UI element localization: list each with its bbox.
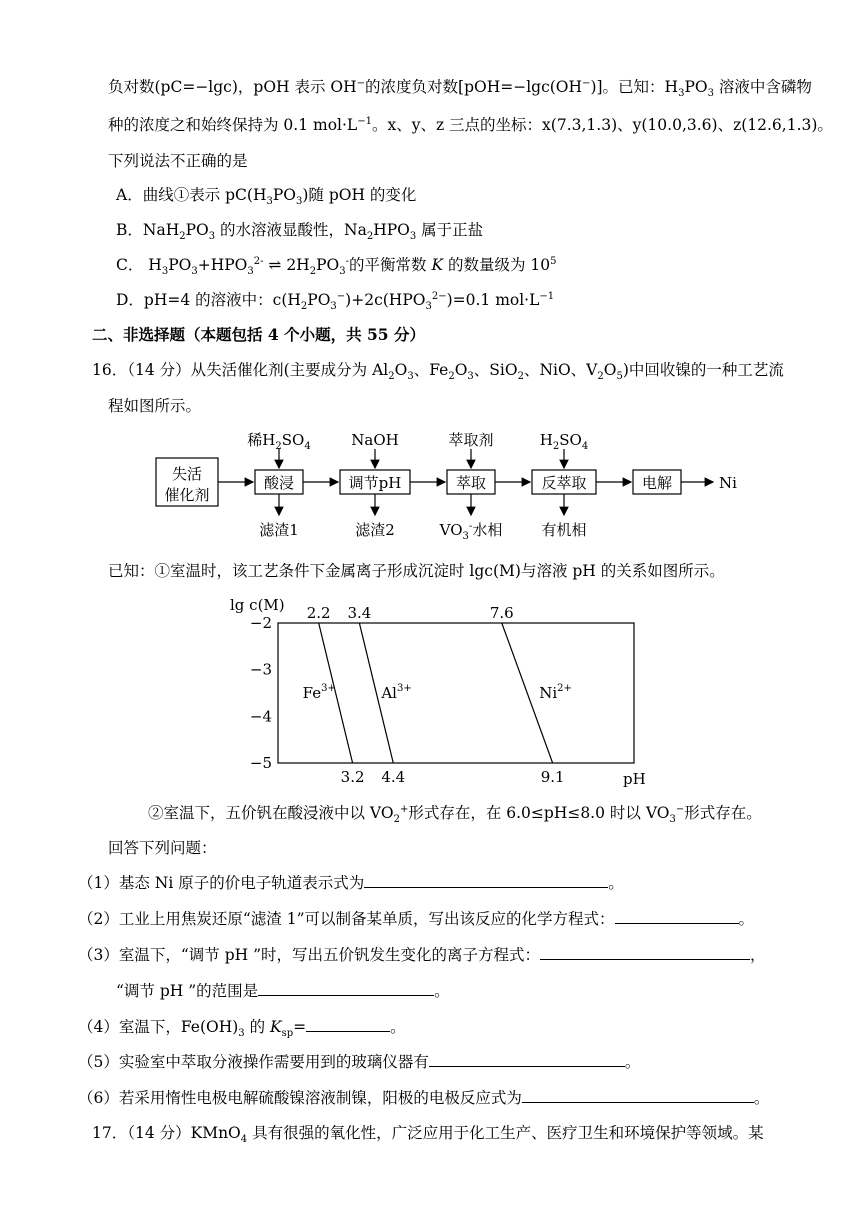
sub-question-5: （5）实验室中萃取分液操作需要用到的玻璃仪器有 。	[78, 1053, 641, 1071]
chart-xlabel: pH	[623, 770, 646, 788]
start-label-2: 催化剂	[164, 486, 210, 504]
q15-line3: 下列说法不正确的是	[108, 152, 248, 170]
q15-option-a: A．曲线①表示 $pC(H_3PO_3)$随 pOH 的变化	[116, 186, 417, 208]
product-ni: Ni	[719, 474, 737, 492]
output-residue-1: 滤渣1	[259, 521, 299, 539]
y-tick-label: −2	[249, 614, 272, 632]
answer-blank[interactable]	[306, 1017, 390, 1032]
y-tick-label: −5	[249, 754, 272, 772]
input-dilute-h2so4: 稀$H_2SO_4$	[247, 431, 311, 452]
input-extractant: 萃取剂	[448, 431, 494, 449]
input-naoh: NaOH	[351, 431, 399, 449]
q15-option-c: C． $H_3PO_3+HPO_3^{2-}$ ⇌ $2H_2PO_3^-$的平衡常数 K 的数量级为 $10^5$	[116, 255, 557, 278]
q17-line1: 17．（14 分）KMnO$_4$ 具有很强的氧化性，广泛应用于化工生产、医疗卫生和环境保护等领域。某	[92, 1124, 764, 1146]
q15-option-b: B．$NaH_2PO_3$ 的水溶液显酸性，$Na_2HPO_3$ 属于正盐	[116, 221, 484, 243]
q16-line2: 程如图所示。	[108, 397, 202, 415]
step-adjust-ph: 调节pH	[348, 474, 402, 492]
step-acid-leach: 酸浸	[263, 474, 295, 492]
q15-line1: 负对数(pC=−lgc)，pOH 表示 OH−的浓度负对数[pOH=−lgc(OH−)]。已知：$H_3PO_3$ 溶液中含磷物	[108, 77, 812, 100]
output-residue-2: 滤渣2	[355, 521, 395, 539]
top-ph-label: 2.2	[306, 604, 331, 622]
sub-question-4: （4）室温下，$Fe(OH)_3$ 的 $K_{sp}=$ 。	[78, 1018, 406, 1040]
q16-line1: 16．（14 分）从失活催化剂(主要成分为 $Al_2O_3$、$Fe_2O_3$、SiO$_2$、NiO、$V_2O_5$)中回收镍的一种工艺流	[92, 361, 784, 383]
precipitation-chart	[230, 592, 670, 792]
bottom-ph-label: 9.1	[540, 768, 565, 786]
y-tick-label: −4	[249, 707, 272, 726]
q15-option-d: D．pH=4 的溶液中：$c(H_2PO_3^-)+2c(HPO_3^{2-})=0.1$ $mol\cdot L^{-1}$	[116, 290, 555, 313]
sub-question-6: （6）若采用惰性电极电解硫酸镍溶液制镍，阳极的电极反应式为 。	[78, 1089, 770, 1107]
series-label-al: $Al^{3+}$	[381, 683, 412, 702]
answer-blank[interactable]	[258, 981, 434, 996]
step-extraction: 萃取	[455, 474, 487, 492]
sub-question-2: （2）工业上用焦炭还原“滤渣 1”可以制备某单质，写出该反应的化学方程式： 。	[78, 910, 755, 928]
sub-question-3: （3）室温下，“调节 pH ”时，写出五价钒发生变化的离子方程式： ，	[78, 946, 766, 964]
output-organic-phase: 有机相	[541, 521, 587, 539]
top-ph-label: 7.6	[489, 604, 514, 622]
bottom-ph-label: 4.4	[381, 768, 406, 786]
sub-question-3-range: “调节 pH ”的范围是 。	[116, 982, 450, 1000]
top-ph-label: 3.4	[347, 604, 372, 622]
answer-blank[interactable]	[615, 909, 739, 924]
step-electrolysis: 电解	[641, 474, 673, 492]
output-vo3-aqueous: $VO_3^-$水相	[439, 521, 503, 542]
section-heading: 二、非选择题（本题包括 4 个小题，共 55 分）	[92, 325, 425, 344]
sub-question-1: （1）基态 Ni 原子的价电子轨道表示式为 。	[78, 874, 624, 892]
answer-blank[interactable]	[364, 873, 608, 888]
q15-line2: 种的浓度之和始终保持为 0.1 $mol\cdot L^{-1}$。x、y、z 三点的坐标：x(7.3,1.3)、y(10.0,3.6)、z(12.6,1.3)。	[108, 115, 833, 134]
known-2: ②室温下，五价钒在酸浸液中以 $VO_2^+$形式存在，在 6.0≤pH≤8.0 时以 $VO_3^-$形式存在。	[148, 803, 762, 826]
answer-prompt: 回答下列问题：	[108, 839, 217, 857]
y-tick-label: −3	[249, 660, 272, 679]
series-label-ni: $Ni^{2+}$	[539, 683, 572, 702]
answer-blank[interactable]	[429, 1052, 625, 1067]
start-label-1: 失活	[171, 465, 203, 483]
answer-blank[interactable]	[540, 945, 750, 960]
bottom-ph-label: 3.2	[340, 768, 365, 786]
answer-blank[interactable]	[522, 1088, 754, 1103]
step-back-extraction: 反萃取	[541, 474, 587, 492]
series-label-fe: $Fe^{3+}$	[302, 683, 336, 702]
known-1: 已知：①室温时，该工艺条件下金属离子形成沉淀时 lgc(M)与溶液 pH 的关系如图所示。	[108, 562, 725, 580]
chart-ylabel: lg c(M)	[230, 596, 285, 614]
process-flow-diagram	[150, 425, 750, 550]
input-h2so4: $H_2SO_4$	[539, 431, 589, 452]
